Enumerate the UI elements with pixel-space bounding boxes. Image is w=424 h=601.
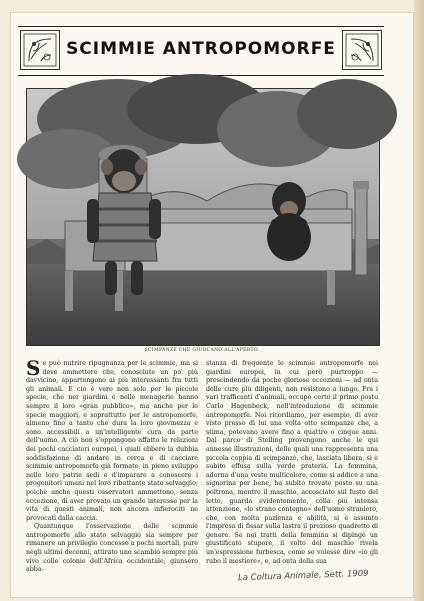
article-column-right (206, 360, 378, 565)
page-title: SCIMMIE ANTROPOMORFE (66, 39, 336, 59)
title-band (18, 26, 384, 76)
page-edge (414, 0, 424, 601)
photo-caption: SCIMPANZÉ CHE GIUOCANO ALL'APERTO. (144, 348, 260, 353)
paragraph: Quantunque l'osservazione delle scimmie antropomorfe allo stato selvaggio sia sempre per rimanere un privilegio concesso a pochi mortali, pure negli ultimi decenni, attirato uno scambio sempre più vivo colle colonie dell'Africa occidentale, giunsero abba- (26, 523, 198, 574)
drop-cap: S (26, 356, 41, 380)
chimpanzee-photo (26, 88, 380, 346)
ornament-right-icon (342, 30, 382, 70)
ornament-left-icon (20, 30, 60, 70)
article-column-left (26, 356, 198, 574)
handwritten-note: La Coltura Animale, Sett. 1909 (237, 568, 369, 584)
paragraph-text: e può nutrire ripugnanza per le scimmie, ma si deve ammettere che, conosciute un po' più davvicino, appartengono ai più interessanti fra tutti gli animali. E ciò è vero non solo per le piccole specie, che nei giardini e nelle menagerie hanno sempre il loro «gran pubblico», ma anche per le specie maggiori, e soprattutto per le antropomorfe, almeno fino a tanto che dura la loro giovinezza e sono accessibili a un'intelligente cura da parte dell'uomo. A ciò non s'oppongono affatto le relazioni dei pochi cacciatori europei, i quali ebbero la dubbia soddisfazione di andare in cerca e di cacciare scimmie antropomorfe già formate, in pieno sviluppo nelle loro patrie sedi e d'imparare a conoscere i progenitori umani nel loro ributtante stato selvaggio; poichè anche questi osservatori ammettono, senza eccezione, di aver provato un grande interesse per la vita di questi animali, non ancora infierociti ne provocati dalla caccia. (26, 360, 198, 522)
paragraph: stanza di frequente le scimmie antropomorfe nei giardini europei, in cui però purtroppo — prescindendo da poche gloriose eccezioni — ad onta delle cure più diligenti, non resistono a lungo. Fra i vari trafficanti d'animali, occupò certo il primo posto Carlo Hagenbeck, nell'introduzione di scimmie antropomorfe. Noi ricordiamo, per esempio, di aver visto presso di lui una volta otto scimpanzè che, a stima, potevano avere fino a quattro o cinque anni. Dal parco di Stelling provengono anche le qui annesse illustrazioni, delle quali una rappresenta una piccola coppia di scimpanzè, che, lasciata libera, si è subito effusa sulla verde prateria. La femmina, adorna d'una veste multicolore, come si addice a una signorina per bene, ha subito trovato posto su una poltrona, mentre il maschio, accosciato sul fusto del letto, guarda evidentemente, colla più intensa attenzione, «lo strano contegno» dell'uomo straniero, che, con molta pazienza e abilità, si è assunto l'impresa di fissar sulla lastra il prezioso quadretto di genere. Se nei tratti della femmina si dipinge un giustificato stupore, il volto del maschio rivela un'espressione furbesca, come se volesse dire «io gli rubo il mestiere», e, ad onta della sua (206, 360, 378, 565)
paragraph (26, 356, 198, 523)
